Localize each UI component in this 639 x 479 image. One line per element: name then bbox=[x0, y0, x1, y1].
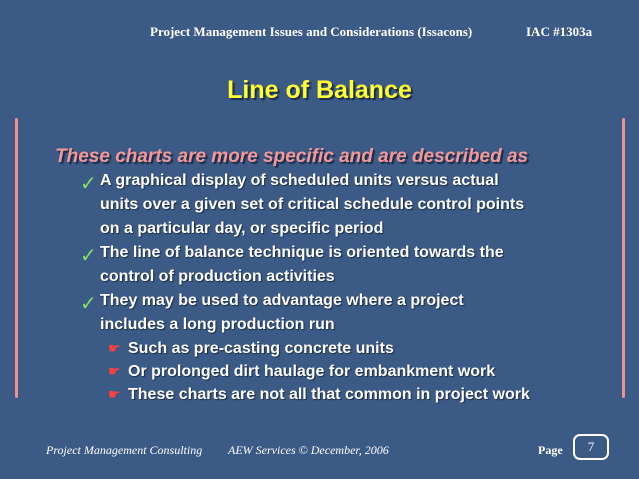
bullet-line: units over a given set of critical schedule control points bbox=[100, 196, 525, 213]
header-code: IAC #1303a bbox=[526, 24, 593, 39]
footer-copyright: AEW Services © December, 2006 bbox=[228, 443, 389, 457]
left-decorative-bar bbox=[15, 118, 18, 398]
sub-bullet-text: Such as pre-casting concrete units bbox=[128, 340, 394, 357]
footer-page-label: Page bbox=[538, 443, 563, 457]
slide-title: Line of Balance bbox=[227, 76, 412, 104]
check-icon: ✓ bbox=[80, 171, 97, 195]
check-icon: ✓ bbox=[80, 291, 97, 315]
header-title: Project Management Issues and Considerations (Issacons) bbox=[150, 24, 473, 39]
subtitle: These charts are more specific and are described as bbox=[55, 146, 529, 167]
bullet-line: control of production activities bbox=[100, 268, 335, 285]
page-number-box: 7 bbox=[573, 434, 609, 460]
pointing-hand-icon: ☛ bbox=[108, 341, 121, 357]
bullet-line: They may be used to advantage where a project bbox=[100, 292, 464, 309]
bullet-line: includes a long production run bbox=[100, 316, 335, 333]
pointing-hand-icon: ☛ bbox=[108, 364, 121, 380]
sub-bullet-text: Or prolonged dirt haulage for embankment work bbox=[128, 363, 496, 380]
bullet-line: The line of balance technique is oriented towards the bbox=[100, 244, 504, 261]
footer-company: Project Management Consulting bbox=[46, 443, 203, 457]
sub-bullet-text: These charts are not all that common in project work bbox=[128, 386, 530, 403]
right-decorative-bar bbox=[622, 118, 625, 398]
check-icon: ✓ bbox=[80, 243, 97, 267]
bullet-line: on a particular day, or specific period bbox=[100, 220, 384, 237]
pointing-hand-icon: ☛ bbox=[108, 387, 121, 403]
bullet-line: A graphical display of scheduled units versus actual bbox=[100, 172, 499, 189]
